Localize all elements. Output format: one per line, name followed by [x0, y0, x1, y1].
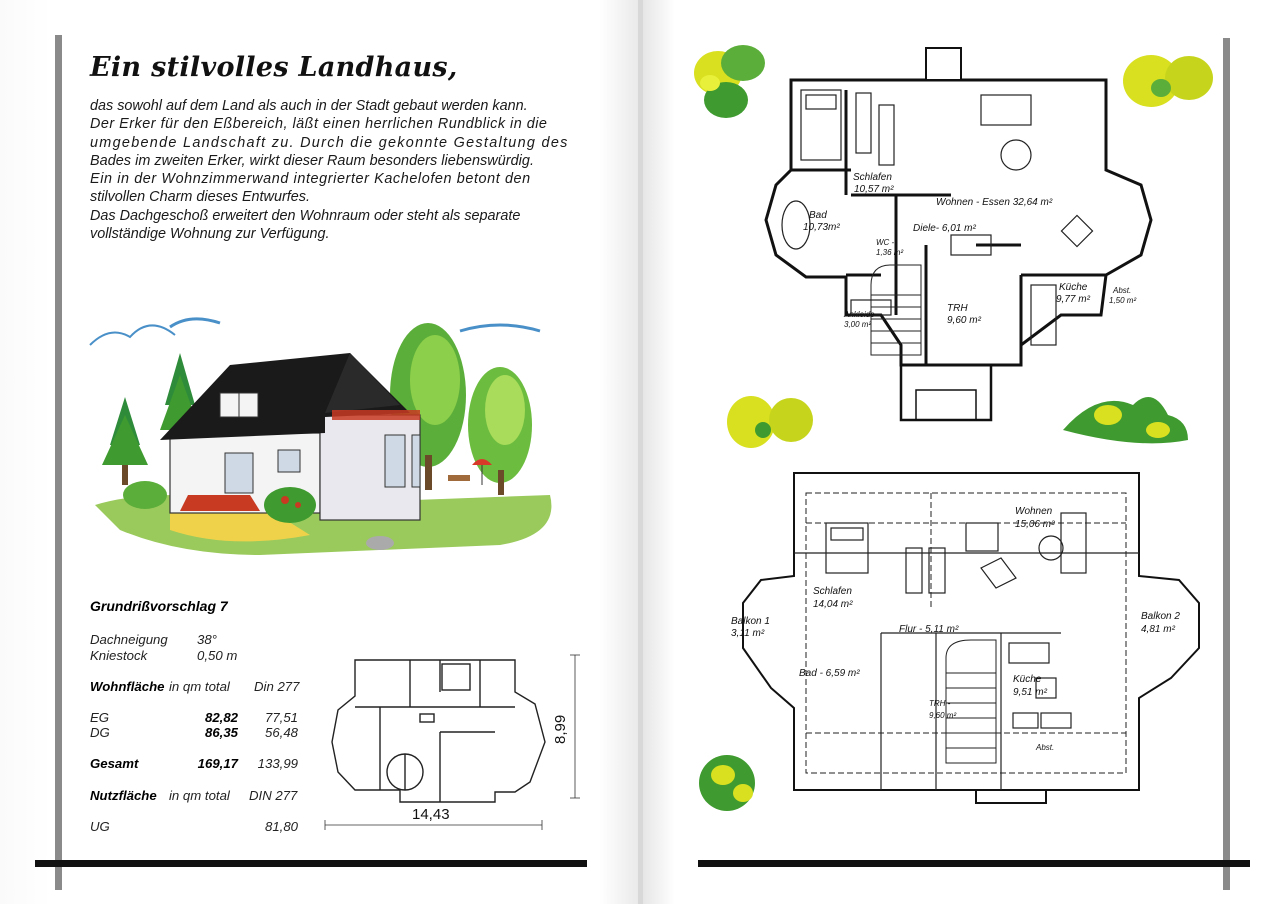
upper-stairs — [946, 640, 996, 763]
dachneigung-label: Dachneigung — [90, 632, 168, 647]
label-upper-schlafen-area: 14,04 m² — [813, 599, 853, 610]
nutzflaeche-unit: in qm total — [169, 788, 230, 803]
label-bad-area: 10,73m² — [803, 222, 840, 233]
nutzflaeche-din: DIN 277 — [249, 788, 298, 803]
nutzflaeche-label: Nutzfläche — [90, 788, 157, 803]
dg-label: DG — [90, 725, 110, 740]
label-ankleide-area: 3,00 m² — [844, 320, 872, 329]
gesamt-value: 169,17 — [197, 756, 238, 771]
dachneigung-value: 38° — [197, 632, 217, 647]
intro-line: vollständige Wohnung zur Verfügung. — [90, 226, 330, 243]
label-balkon1: Balkon 1 — [731, 616, 770, 627]
label-balkon1-area: 3,11 m² — [731, 628, 765, 639]
right-page-side-bar — [1223, 38, 1230, 890]
depth-dimension: 8,99 — [552, 714, 569, 744]
label-balkon2-area: 4,81 m² — [1141, 624, 1175, 635]
window — [278, 450, 300, 472]
right-page-bottom-bar — [698, 860, 1250, 867]
label-ankleide: Ankleide — [844, 310, 875, 319]
wohnflaeche-unit: in qm total — [169, 679, 230, 694]
label-diele: Diele- 6,01 m² — [913, 223, 976, 234]
label-wc-area: 1,36 m² — [876, 248, 904, 257]
label-wohnen: Wohnen - Essen 32,64 m² — [936, 197, 1053, 208]
label-abst: Abst. — [1113, 286, 1132, 295]
bench — [448, 475, 470, 481]
label-upper-kueche-area: 9,51 m² — [1013, 687, 1047, 698]
gesamt-din: 133,99 — [257, 756, 298, 771]
bed-ground — [801, 90, 841, 160]
cloud-left — [90, 325, 175, 345]
left-page-side-bar — [55, 35, 62, 890]
label-upper-abst: Abst. — [1036, 743, 1055, 752]
upper-floor-plan — [731, 468, 1211, 808]
label-upper-wohnen: Wohnen — [1015, 506, 1053, 517]
left-page — [0, 0, 638, 904]
label-balkon2: Balkon 2 — [1141, 611, 1180, 622]
intro-text — [90, 97, 590, 243]
chimney — [926, 48, 961, 80]
dg-value: 86,35 — [204, 725, 238, 740]
overview-floorplan — [320, 652, 590, 837]
wohnflaeche-label: Wohnfläche — [90, 679, 165, 694]
ground-floor-plan — [721, 45, 1201, 430]
dg-din: 56,48 — [264, 725, 298, 740]
house-illustration — [80, 305, 580, 565]
eg-value: 82,82 — [204, 710, 238, 725]
rock — [366, 536, 394, 550]
wohnflaeche-din: Din 277 — [254, 679, 300, 694]
window-door — [225, 453, 253, 493]
right-page — [643, 0, 1280, 904]
label-upper-kueche: Küche — [1013, 674, 1042, 685]
eg-din: 77,51 — [264, 710, 298, 725]
label-trh: TRH — [947, 303, 968, 314]
label-wc: WC - — [876, 238, 895, 247]
label-schlafen-area: 10,57 m² — [854, 184, 894, 195]
bay-window — [385, 435, 405, 487]
label-kueche: Küche — [1059, 282, 1088, 293]
label-schlafen: Schlafen — [853, 172, 892, 183]
intro-line: Bades im zweiten Erker, wirkt dieser Raum besonders liebenswürdig. — [90, 152, 535, 169]
intro-line: Ein in der Wohnzimmerwand integrierter Kachelofen betont den — [90, 171, 531, 188]
width-dimension: 14,43 — [412, 806, 450, 823]
intro-line: Der Erker für den Eßbereich, läßt einen herrlichen Rundblick in die — [90, 116, 548, 133]
intro-line: stilvollen Charm dieses Entwurfes. — [90, 189, 310, 206]
bed-upper — [826, 523, 868, 573]
label-trh-area: 9,60 m² — [947, 315, 981, 326]
eg-label: EG — [90, 710, 110, 725]
label-upper-trh-area: 9,60 m² — [929, 711, 957, 720]
left-page-bottom-bar — [35, 860, 587, 867]
label-upper-wohnen-area: 15,06 m² — [1015, 519, 1055, 530]
label-flur: Flur - 5,11 m² — [899, 624, 959, 635]
label-upper-schlafen: Schlafen — [813, 586, 852, 597]
cloud-right — [460, 325, 540, 331]
kniestock-value: 0,50 m — [197, 648, 238, 663]
label-upper-bad: Bad - 6,59 m² — [799, 668, 860, 679]
intro-line: Das Dachgeschoß erweitert den Wohnraum oder steht als separate — [90, 207, 521, 224]
ug-label: UG — [90, 819, 110, 834]
cloud-mid — [170, 319, 220, 327]
shrub — [264, 487, 316, 523]
red-steps — [180, 495, 260, 511]
label-abst-area: 1,50 m² — [1109, 296, 1137, 305]
page-title: Ein stilvolles Landhaus, — [90, 52, 458, 83]
intro-line: umgebende Landschaft zu. Durch die gekonnte Gestaltung des — [90, 134, 569, 151]
entrance — [901, 365, 991, 420]
balcony-flowers — [332, 410, 420, 420]
intro-line: das sowohl auf dem Land als auch in der Stadt gebaut werden kann. — [90, 98, 528, 114]
floorplan-heading: Grundrißvorschlag 7 — [90, 598, 228, 614]
ug-value: 81,80 — [264, 819, 298, 834]
gesamt-label: Gesamt — [90, 756, 139, 771]
label-bad: Bad — [809, 210, 827, 221]
kniestock-label: Kniestock — [90, 648, 148, 663]
label-upper-trh: TRH - — [929, 699, 951, 708]
label-kueche-area: 9,77 m² — [1056, 294, 1090, 305]
overview-outline — [332, 660, 545, 802]
